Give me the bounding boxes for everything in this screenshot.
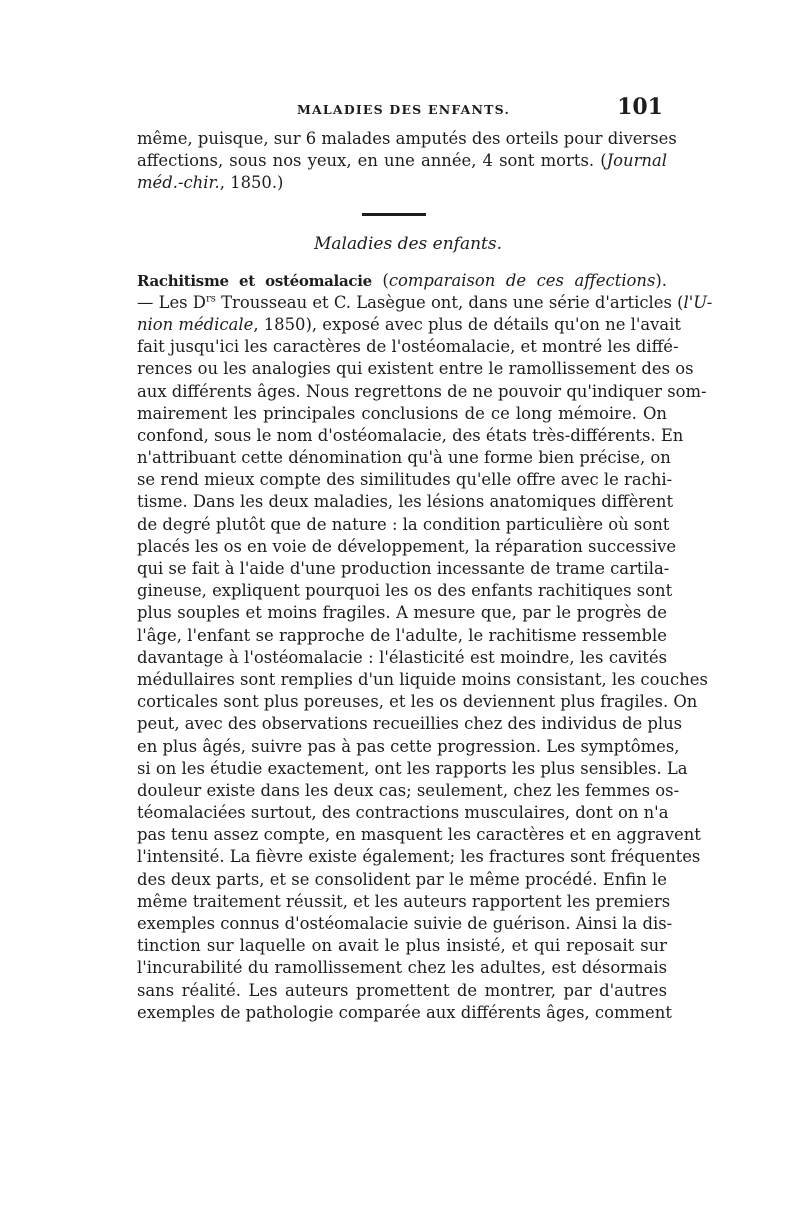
text-line [137, 758, 688, 780]
article-paragraph [137, 270, 713, 1024]
text-line [137, 381, 707, 403]
text-run: fait jusqu'ici les caractères de l'ostéomalacie, et montré les diffé- [137, 337, 679, 357]
text-line [137, 935, 667, 957]
text-line [137, 150, 667, 172]
text-run: , 1850.) [219, 173, 284, 193]
text-line [137, 869, 667, 891]
text-run: de degré plutôt que de nature : la condition particulière où sont [137, 514, 670, 534]
text-run: confond, sous le nom d'ostéomalacie, des états très-différents. En [137, 425, 684, 445]
text-run: davantage à l'ostéomalacie : l'élasticité est moindre, les cavités [137, 647, 667, 667]
text-line [137, 292, 713, 314]
text-run: aux différents âges. Nous regrettons de ne pouvoir qu'indiquer som- [137, 381, 707, 401]
text-line [137, 425, 684, 447]
page-number: 101 [617, 94, 663, 120]
text-line [137, 736, 680, 758]
text-line [137, 336, 679, 358]
text-run: ). [655, 270, 668, 290]
text-run: rs [205, 293, 216, 305]
text-run: qui se fait à l'aide d'une production incessante de trame cartila- [137, 559, 670, 578]
text-run: gineuse, expliquent pourquoi les os des enfants rachitiques sont [137, 581, 673, 601]
text-run: se rend mieux compte des similitudes qu'elle offre avec le rachi- [137, 470, 673, 490]
section-divider [362, 213, 426, 216]
text-line [137, 128, 677, 150]
running-title: MALADIES DES ENFANTS. [297, 102, 511, 117]
running-head [137, 94, 667, 128]
text-line [137, 625, 667, 647]
text-run: mairement les principales conclusions de ce long mémoire. On [137, 403, 667, 423]
text-line [137, 824, 701, 846]
continuation-paragraph [137, 128, 677, 195]
text-line [137, 602, 667, 624]
text-line [137, 172, 667, 194]
text-line [137, 469, 673, 491]
text-run: — Les D [137, 292, 206, 312]
text-run: l'incurabilité du ramollissement chez les adultes, est désormais [137, 958, 667, 978]
text-run: l'âge, l'enfant se rapproche de l'adulte, le rachitisme ressemble [137, 625, 667, 645]
text-run: l'intensité. La fièvre existe également; les fractures sont fréquentes [137, 847, 701, 867]
text-run: Rachitisme et ostéomalacie [137, 271, 372, 290]
text-run: des deux parts, et se consolident par le même procédé. Enfin le [137, 869, 667, 889]
text-run: n'attribuant cette dénomination qu'à une forme bien précise, on [137, 448, 671, 468]
text-line [137, 491, 674, 513]
text-run: pas tenu assez compte, en masquent les caractères et en aggravent [137, 825, 701, 845]
section-title: Maladies des enfants. [313, 233, 503, 254]
text-line [137, 669, 708, 691]
text-run: l'U- [683, 292, 713, 312]
text-line [137, 846, 701, 868]
text-run: rences ou les analogies qui existent entre le ramollissement des os [137, 359, 694, 379]
text-run: Journal [606, 151, 667, 171]
text-run: même, puisque, sur 6 malades amputés des orteils pour diverses [137, 129, 677, 148]
text-run: Trousseau et C. Lasègue ont, dans une série d'articles ( [215, 292, 684, 312]
text-run: en plus âgés, suivre pas à pas cette progression. Les symptômes, [137, 736, 680, 756]
text-run: sans réalité. Les auteurs promettent de montrer, par d'autres [137, 980, 667, 1000]
text-run: corticales sont plus poreuses, et les os deviennent plus fragiles. On [137, 692, 698, 712]
text-run: ( [371, 270, 389, 290]
text-line [137, 647, 667, 669]
text-run: exemples de pathologie comparée aux différents âges, comment [137, 1002, 672, 1022]
text-run: , 1850), exposé avec plus de détails qu'on ne l'avait [253, 314, 682, 334]
text-line [137, 713, 683, 735]
text-line [137, 314, 682, 336]
text-line [137, 913, 673, 935]
text-line [137, 514, 670, 536]
text-run: douleur existe dans les deux cas; seulement, chez les femmes os- [137, 780, 680, 800]
text-line [137, 957, 667, 979]
text-line [137, 891, 671, 913]
text-run: peut, avec des observations recueillies chez des individus de plus [137, 714, 683, 734]
text-line [137, 558, 670, 580]
text-line [137, 270, 667, 292]
text-run: comparaison de ces affections [388, 270, 656, 290]
text-line [137, 447, 671, 469]
text-run: exemples connus d'ostéomalacie suivie de guérison. Ainsi la dis- [137, 914, 673, 933]
text-line [137, 1002, 672, 1024]
text-run: même traitement réussit, et les auteurs rapportent les premiers [137, 891, 671, 911]
text-run: placés les os en voie de développement, la réparation successive [137, 536, 677, 556]
text-run: plus souples et moins fragiles. A mesure que, par le progrès de [137, 603, 667, 623]
text-run: méd.-chir. [137, 173, 220, 193]
book-page [137, 94, 713, 1024]
text-line [137, 358, 694, 380]
text-line [137, 691, 698, 713]
text-run: nion médicale [137, 314, 254, 334]
text-line [137, 403, 667, 425]
text-run: médullaires sont remplies d'un liquide moins consistant, les couches [137, 669, 708, 689]
text-run: affections, sous nos yeux, en une année, 4 sont morts. ( [137, 151, 607, 171]
text-line [137, 580, 673, 602]
text-line [137, 536, 677, 558]
text-line [137, 802, 667, 824]
text-line [137, 980, 667, 1002]
text-run: tisme. Dans les deux maladies, les lésions anatomiques diffèrent [137, 492, 674, 512]
text-run: si on les étudie exactement, ont les rapports les plus sensibles. La [137, 758, 688, 778]
text-line [137, 780, 680, 802]
text-run: tinction sur laquelle on avait le plus insisté, et qui reposait sur [137, 936, 667, 956]
text-run: téomalaciées surtout, des contractions musculaires, dont on n'a [137, 803, 669, 823]
